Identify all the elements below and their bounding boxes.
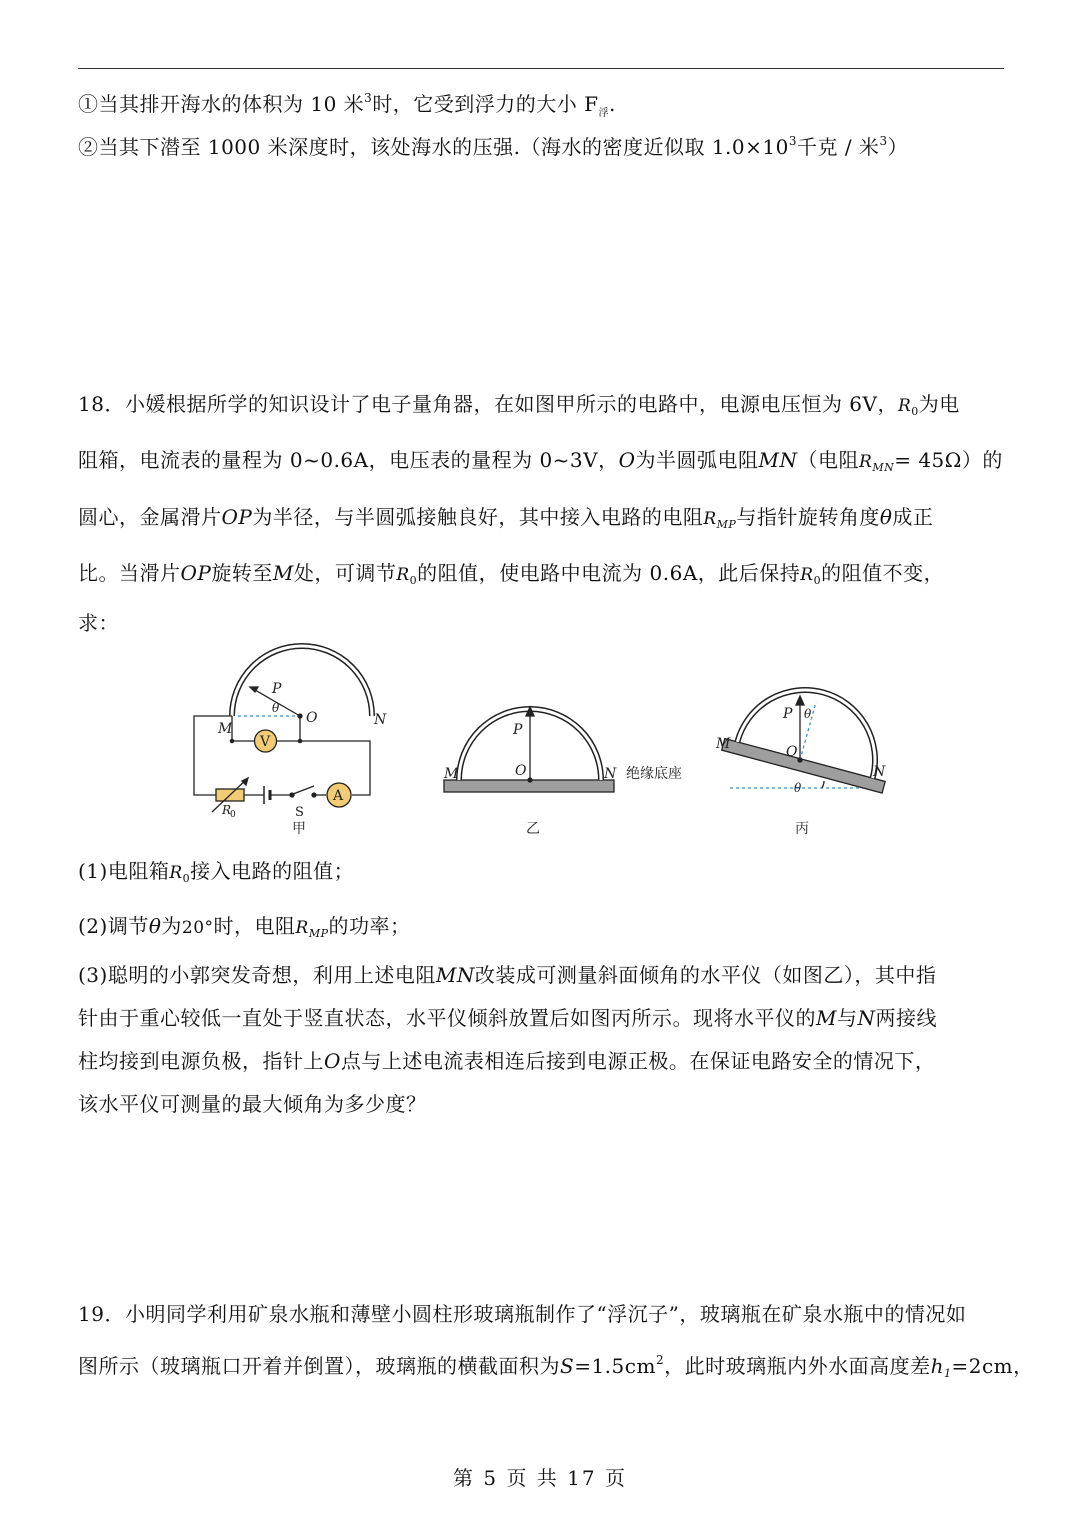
label-n: N: [604, 766, 617, 782]
q18-sub-3-line-1: (3)聪明的小郭突发奇想，利用上述电阻MN改装成可测量斜面倾角的水平仪（如图乙），其中指: [78, 963, 937, 987]
q18-line-4: 比。当滑片OP旋转至M处，可调节$R_0$的阻值，使电路中电流为 0.6A，此后保持$R_0$的阻值不变，: [78, 561, 945, 587]
q18-sub-3-line-2: 针由于重心较低一直处于竖直状态，水平仪倾斜放置后如图丙所示。现将水平仪的M与N两接线: [78, 1006, 937, 1030]
label-theta: θ: [272, 701, 280, 715]
label-p: P: [513, 722, 523, 738]
q17-item-2: ②当其下潜至 1000 米深度时，该处海水的压强.（海水的密度近似取 $1.0\times 10^3$千克 / 米$^3$）: [78, 134, 909, 159]
q18-sub-3-line-3: 柱均接到电源负极，指针上O点与上述电流表相连后接到电源正极。在保证电路安全的情况下，: [78, 1049, 936, 1073]
label-theta-top: θ: [804, 707, 812, 721]
caption-bing: 丙: [795, 821, 809, 837]
voltmeter-label: V: [260, 734, 271, 750]
r0-sub-label: 0: [230, 810, 236, 820]
label-o: O: [786, 744, 798, 760]
q18-sub-2: (2)调节θ为20°时，电阻$R_{MP}$的功率；: [78, 914, 411, 940]
label-o: O: [515, 763, 527, 779]
label-m: M: [716, 736, 731, 752]
q18-sub-3-line-4: 该水平仪可测量的最大倾角为多少度？: [78, 1092, 427, 1116]
r0-label: R: [222, 803, 232, 817]
label-p: P: [272, 681, 282, 697]
q19-line-2: 图所示（玻璃瓶口开着并倒置），玻璃瓶的横截面积为$S=1.5cm^2$，此时玻璃瓶内外水面高度差$h_1=2cm$，: [78, 1353, 1034, 1380]
header-rule: [78, 68, 1004, 69]
figure-yi: [444, 707, 614, 792]
q18-line-5: 求：: [78, 611, 119, 635]
q18-line-1: 18．小媛根据所学的知识设计了电子量角器，在如图甲所示的电路中，电源电压恒为 6V，$R_0$为电: [78, 392, 960, 418]
label-o: O: [306, 710, 318, 726]
label-n: N: [873, 764, 886, 780]
q19-line-1: 19．小明同学利用矿泉水瓶和薄壁小圆柱形玻璃瓶制作了“浮沉子”，玻璃瓶在矿泉水瓶中的情况如: [78, 1302, 967, 1326]
switch-label: S: [295, 805, 304, 820]
ammeter-label: A: [333, 788, 344, 804]
q18-line-3: 圆心，金属滑片OP为半径，与半圆弧接触良好，其中接入电路的电阻$R_{MP}$与指针旋转角度θ成正: [78, 505, 934, 531]
figure-jia-labels: [217, 681, 387, 837]
page-footer: 第 5 页 共 17 页: [453, 1466, 627, 1490]
caption-jia: 甲: [292, 821, 306, 837]
label-theta-bottom: θ: [794, 781, 802, 795]
q18-sub-1: (1)电阻箱$R_0$接入电路的阻值；: [78, 859, 355, 885]
label-p: P: [783, 706, 793, 722]
label-n: N: [374, 712, 387, 728]
q18-figures: [0, 640, 1080, 840]
q17-item-1: ①当其排开海水的体积为 10 米$^3$时，它受到浮力的大小 $F_浮$.: [78, 91, 616, 119]
label-m: M: [444, 766, 459, 782]
label-base: 绝缘底座: [626, 766, 682, 782]
label-m: M: [218, 721, 233, 737]
q18-line-2: 阻箱，电流表的量程为 0~0.6A，电压表的量程为 0~3V，O为半圆弧电阻MN（电阻$R_{MN}= 45\Omega$）的: [78, 448, 1003, 474]
caption-yi: 乙: [526, 821, 540, 837]
